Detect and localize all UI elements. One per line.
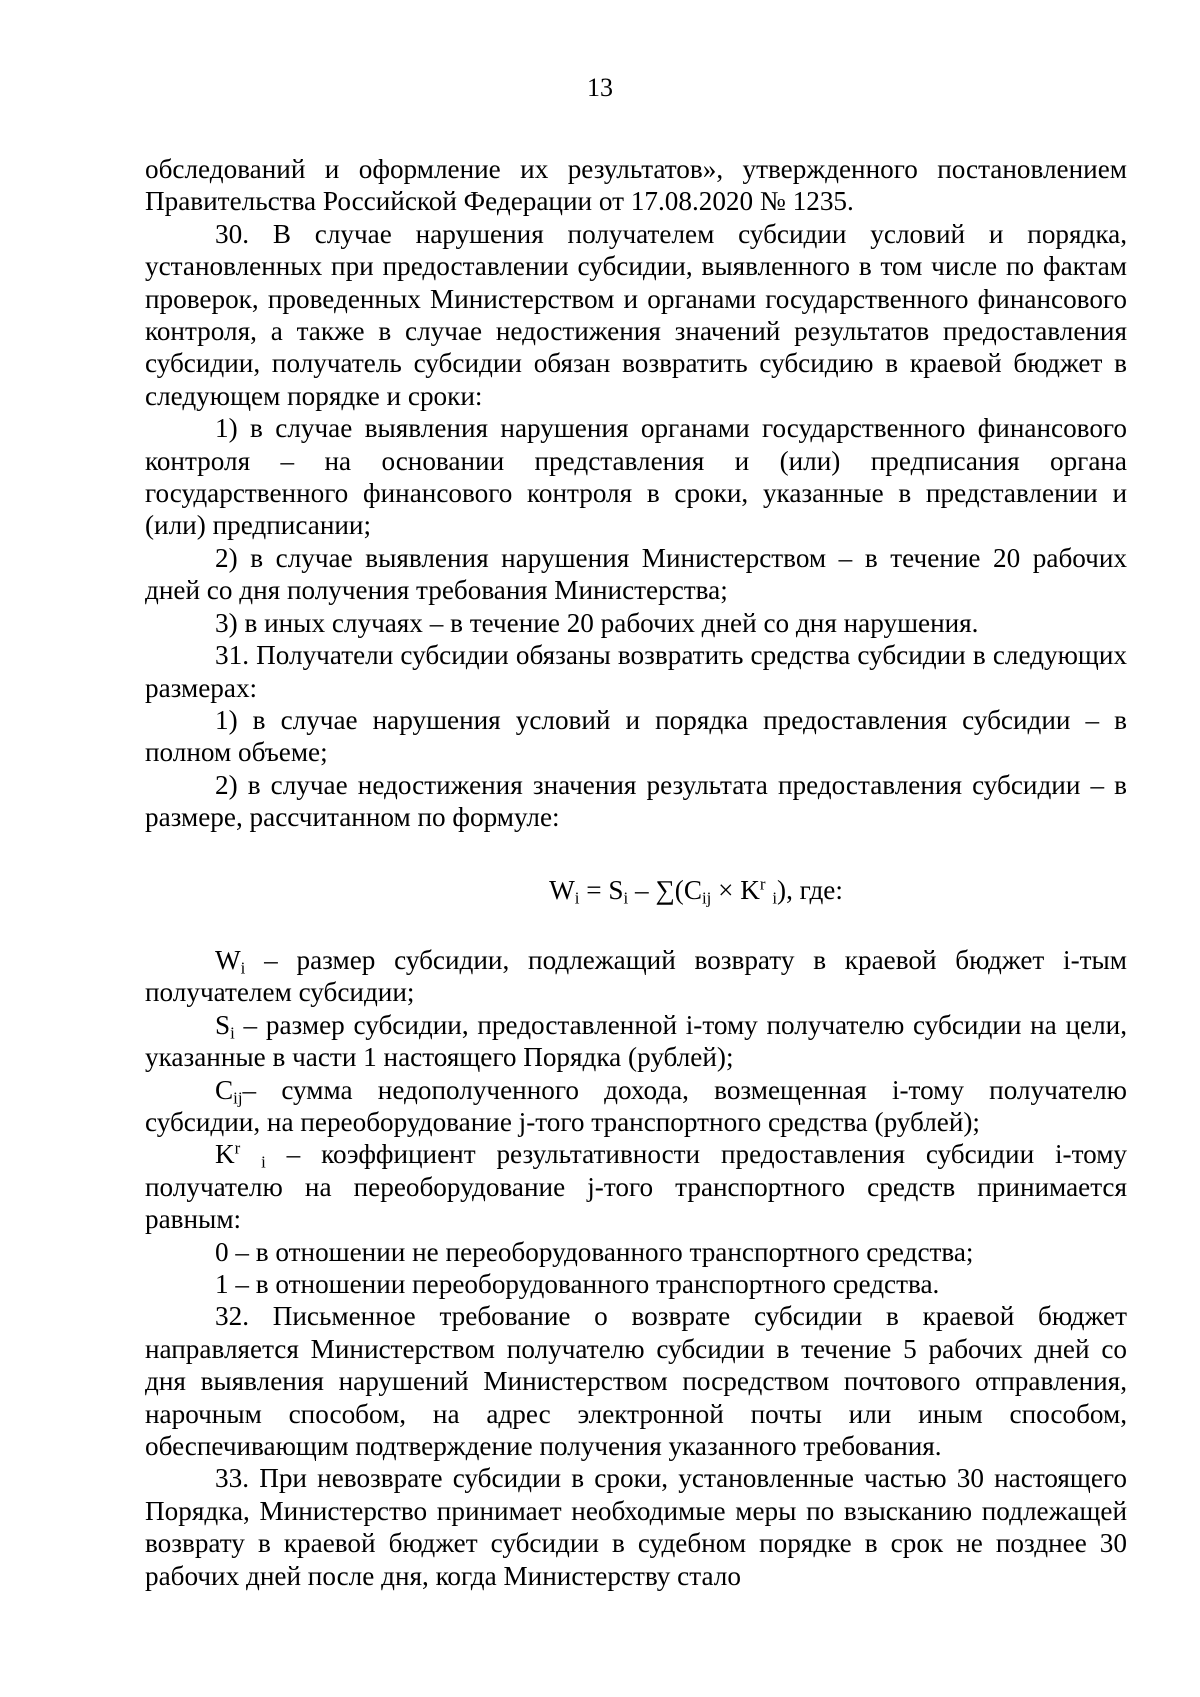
formula-k-sub: i — [772, 888, 778, 908]
formula-k: K — [740, 874, 760, 905]
document-body — [145, 153, 1127, 1592]
definition-w — [145, 944, 1127, 1009]
bottom-paragraph: 33. При невозврате субсидии в сроки, установленные частью 30 настоящего Порядка, Министерство принимает необходимые меры по взысканию подлежащей возврату в краевой бюджет субсидии в судебном порядке в срок не позднее 30 рабочих дней после дня, когда Министерству стало — [145, 1463, 1127, 1591]
formula-close: ), где: — [777, 874, 843, 905]
top-paragraph: 3) в иных случаях – в течение 20 рабочих дней со дня нарушения. — [215, 607, 979, 638]
top-paragraph: обследований и оформление их результатов», утвержденного постановлением Правительства Российской Федерации от 17.08.2020 № 1235. — [145, 154, 1127, 217]
top-paragraph: 1) в случае нарушения условий и порядка предоставления субсидии – в полном объеме; — [145, 704, 1127, 768]
return-formula — [145, 874, 1127, 906]
paragraphs-top — [145, 153, 1127, 834]
formula-w: W — [549, 874, 575, 905]
def-k-symbol: K — [215, 1139, 235, 1170]
page-number: 13 — [587, 73, 613, 102]
formula-minus-sum: – ∑( — [628, 874, 684, 905]
definition-k — [145, 1138, 1127, 1235]
def-w-sub: i — [240, 958, 246, 978]
bottom-paragraph: 32. Письменное требование о возврате субсидии в краевой бюджет направляется Министерством получателю субсидии в течение 5 рабочих дней со дня выявления нарушений Министерством посредством почтового отправления, нарочным способом, на адрес электронной почты или иным способом, обеспечивающим подтверждение получения указанного требования. — [145, 1301, 1127, 1462]
formula-times: × — [711, 874, 741, 905]
def-w-text: – размер субсидии, подлежащий возврату в краевой бюджет i-тым получателем субсидии; — [145, 944, 1127, 1008]
formula-w-sub: i — [574, 888, 580, 908]
top-paragraph: 31. Получатели субсидии обязаны возвратить средства субсидии в следующих размерах: — [145, 640, 1127, 703]
def-c-symbol: C — [215, 1074, 234, 1105]
def-w-symbol: W — [215, 944, 241, 975]
def-c-sub: ij — [233, 1088, 243, 1108]
bottom-paragraph: 1 – в отношении переоборудованного транспортного средства. — [215, 1269, 940, 1299]
def-k-sub: i — [261, 1153, 266, 1173]
formula-k-sup: r — [759, 874, 766, 894]
top-paragraph: 30. В случае нарушения получателем субсидии условий и порядка, установленных при предоставлении субсидии, выявленного в том числе по фактам проверок, проведенных Министерством и органами государственного финансового контроля, а также в случае недостижения значений результатов предоставления субсидии, получатель субсидии обязан возвратить субсидию в краевой бюджет в следующем порядке и сроки: — [145, 218, 1127, 411]
definition-s — [145, 1009, 1127, 1074]
formula-c-sub: ij — [701, 888, 712, 908]
formula-s: S — [608, 874, 624, 905]
formula-eq: = — [579, 874, 609, 905]
def-k-text: – коэффициент результативности предоставления субсидии i-тому получателю на переоборудование j-того транспортного средств принимается равным: — [145, 1139, 1128, 1235]
top-paragraph: 2) в случае выявления нарушения Министерством – в течение 20 рабочих дней со дня получения требования Министерства; — [145, 542, 1127, 606]
top-paragraph: 1) в случае выявления нарушения органами государственного финансового контроля – на основании представления и (или) предписания органа государственного финансового контроля в сроки, указанные в представлении и (или) предписании; — [145, 413, 1127, 541]
def-k-sup: r — [234, 1139, 241, 1159]
definition-c — [145, 1074, 1127, 1139]
bottom-paragraph: 0 – в отношении не переоборудованного транспортного средства; — [215, 1236, 974, 1267]
paragraphs-bottom — [145, 1236, 1127, 1592]
formula-s-sub: i — [623, 888, 629, 908]
def-s-text: – размер субсидии, предоставленной i-тому получателю субсидии на цели, указанные в части 1 настоящего Порядка (рублей); — [145, 1009, 1127, 1073]
def-c-text: – сумма недополученного дохода, возмещенная i-тому получателю субсидии, на переоборудование j-того транспортного средства (рублей); — [145, 1074, 1127, 1137]
def-s-sub: i — [230, 1023, 235, 1043]
formula-c: C — [683, 874, 702, 905]
def-s-symbol: S — [215, 1009, 231, 1040]
top-paragraph: 2) в случае недостижения значения результата предоставления субсидии – в размере, рассчитанном по формуле: — [145, 769, 1127, 833]
